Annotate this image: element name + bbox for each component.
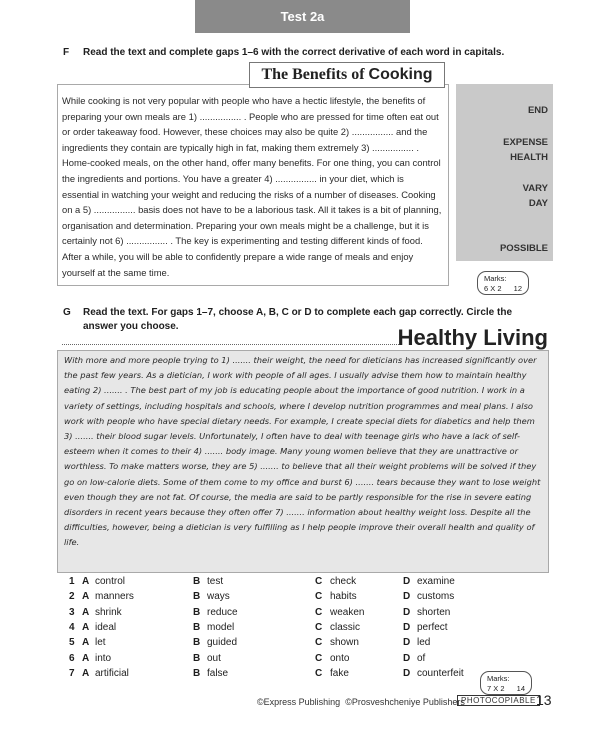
option-d[interactable]: perfect — [417, 621, 448, 633]
option-letter-b[interactable]: B — [193, 591, 201, 603]
option-number: 5 — [69, 637, 75, 649]
option-number: 7 — [69, 667, 75, 679]
option-row — [0, 653, 600, 668]
option-a[interactable]: artificial — [95, 667, 129, 679]
option-letter-d[interactable]: D — [403, 637, 411, 649]
option-b[interactable]: false — [207, 667, 229, 679]
word-health: HEALTH — [510, 152, 548, 163]
option-a[interactable]: ideal — [95, 621, 117, 633]
option-d[interactable]: examine — [417, 576, 455, 587]
option-row — [0, 576, 600, 591]
option-letter-c[interactable]: C — [315, 591, 323, 603]
title-f-bold: Cooking — [368, 66, 433, 83]
option-number: 2 — [69, 591, 75, 603]
page-number: 13 — [536, 692, 552, 708]
instruction-f-text: Read the text and complete gaps 1–6 with the correct derivative of each word in capitals. — [83, 47, 505, 58]
option-letter-d[interactable]: D — [403, 576, 411, 587]
word-expense: EXPENSE — [503, 137, 548, 148]
option-a[interactable]: let — [95, 637, 106, 649]
option-letter-a[interactable]: A — [82, 637, 90, 649]
marks-label: Marks: — [484, 274, 507, 283]
option-row — [0, 622, 600, 637]
option-b[interactable]: ways — [207, 591, 230, 603]
option-letter-c[interactable]: C — [315, 637, 323, 649]
word-day: DAY — [528, 198, 548, 209]
instruction-g-line2: answer you choose. — [83, 321, 179, 332]
option-d[interactable]: led — [417, 637, 431, 649]
marks-total: 12 — [513, 284, 522, 293]
option-b[interactable]: test — [207, 576, 224, 587]
option-a[interactable]: shrink — [95, 606, 122, 618]
marks-label: Marks: — [487, 674, 510, 683]
option-c[interactable]: onto — [330, 652, 350, 664]
marks-formula: 7 X 2 — [487, 684, 505, 693]
title-f-plain: The Benefits of — [261, 66, 369, 83]
marks-total: 14 — [516, 684, 525, 693]
option-row — [0, 637, 600, 652]
option-b[interactable]: model — [207, 621, 235, 633]
marks-formula: 6 X 2 — [484, 284, 502, 293]
option-number: 3 — [69, 606, 75, 618]
option-letter-a[interactable]: A — [82, 591, 90, 603]
option-letter-a[interactable]: A — [82, 606, 90, 618]
option-letter-d[interactable]: D — [403, 621, 411, 633]
test-title: Test 2a — [280, 9, 325, 24]
option-letter-c[interactable]: C — [315, 621, 323, 633]
option-letter-c[interactable]: C — [315, 652, 323, 664]
marks-box-f — [477, 271, 529, 295]
option-letter-d[interactable]: D — [403, 652, 411, 664]
option-d[interactable]: shorten — [417, 606, 451, 618]
publisher-express: ©Express Publishing — [257, 697, 341, 707]
option-letter-c[interactable]: C — [315, 667, 323, 679]
marks-box-g — [480, 671, 532, 695]
test-title-tab — [195, 0, 410, 33]
option-number: 1 — [69, 576, 75, 587]
option-a[interactable]: manners — [95, 591, 134, 603]
option-number: 6 — [69, 652, 75, 664]
option-number: 4 — [69, 621, 75, 633]
word-end: END — [527, 105, 548, 116]
option-c[interactable]: weaken — [330, 606, 365, 618]
title-healthy-living: Healthy Living — [397, 325, 548, 350]
option-letter-d[interactable]: D — [403, 591, 411, 603]
option-c[interactable]: shown — [330, 637, 359, 649]
word-vary: VARY — [522, 183, 548, 194]
option-b[interactable]: guided — [207, 637, 238, 649]
option-a[interactable]: control — [95, 576, 126, 587]
instruction-f — [63, 46, 504, 60]
option-letter-a[interactable]: A — [82, 667, 90, 679]
option-letter-d[interactable]: D — [403, 667, 411, 679]
option-c[interactable]: classic — [330, 621, 361, 633]
footer — [257, 696, 536, 707]
option-a[interactable]: into — [95, 652, 112, 664]
option-row — [0, 607, 600, 622]
option-b[interactable]: reduce — [207, 606, 238, 618]
section-letter-f: F — [63, 47, 70, 58]
text-g-body: With more and more people trying to 1) ....... their weight, the need for dieticians has increased significantly over the past few years. As a dietician, I work with people of all ages. I usually advise them how to maintain healthy eating 2) ....... . The best part of my job is educating people about the importance of good nutrition. I work in a variety of settings, including hospitals and schools, where I develop nutrition programmes and meal plans. I also work with people who have special dietary needs. For example, I create special diets for diabetics and help them 3) ....... their blood sugar levels. Unfortunately, I often have to deal with teenage girls who have a lack of self-esteem when it comes to their 4) ....... body image. Many young women believe that they are unattractive or worthless. To make matters worse, they are 5) ....... to believe that all their weight problems will be solved if they go on low-calorie diets. Some of them come to my office and burst 6) ....... tears because they want to lose weight even though they are not fat. Of course, the media are said to be partly responsible for the rise in severe eating disorders in recent years because they often offer 7) ....... information about healthy weight loss. Despite all the difficulties, however, being a dietician is very fulfilling as I help people improve their overall health and quality of life. — [64, 355, 541, 548]
title-benefits-of-cooking — [249, 62, 445, 88]
word-possible: POSSIBLE — [499, 243, 548, 254]
option-c[interactable]: check — [330, 576, 357, 587]
section-letter-g: G — [63, 307, 71, 318]
instruction-g-line1: Read the text. For gaps 1–7, choose A, B, C or D to complete each gap correctly. Circle the — [83, 307, 513, 318]
option-letter-b[interactable]: B — [193, 652, 201, 664]
option-letter-a[interactable]: A — [82, 576, 90, 587]
option-letter-a[interactable]: A — [82, 621, 90, 633]
option-c[interactable]: fake — [330, 667, 349, 679]
option-d[interactable]: counterfeit — [417, 667, 464, 679]
option-b[interactable]: out — [207, 652, 221, 664]
option-letter-b[interactable]: B — [193, 621, 201, 633]
text-f-body: While cooking is not very popular with people who have a hectic lifestyle, the benefits of preparing your own meals are 1) ................ . People who are pressed for time often eat out or order takeaway food. However, these choices may also be quite 2) ................ and the ingredients they contain are typically high in fat, making them extremely 3) ................ . Home-cooked meals, on the other hand, offer many benefits. For one thing, you can control the ingredients and portions. You have a greater 4) ................ in your diet, which is essential in watching your weight and reducing the risks of a number of diseases. Cooking on a 5) ................ basis does not have to be a laborious task. All it takes is a bit of planning, organisation and determination. Preparing your own meals might be a challenge, but it is certainly not 6) ................ . The key is experimenting and testing different kinds of food. After a while, you will be able to confidently prepare a wide range of meals and enjoy yourself at the same time. — [62, 95, 442, 278]
option-letter-b[interactable]: B — [193, 576, 201, 587]
option-c[interactable]: habits — [330, 591, 357, 603]
option-letter-b[interactable]: B — [193, 667, 201, 679]
option-letter-d[interactable]: D — [403, 606, 411, 618]
option-d[interactable]: of — [417, 652, 426, 664]
publisher-prosveshcheniye: ©Prosveshcheniye Publishers — [345, 697, 465, 707]
photocopiable-badge: PHOTOCOPIABLE — [457, 695, 540, 706]
option-letter-a[interactable]: A — [82, 652, 90, 664]
option-letter-c[interactable]: C — [315, 606, 323, 618]
option-letter-b[interactable]: B — [193, 637, 201, 649]
option-letter-b[interactable]: B — [193, 606, 201, 618]
title-dotted-rule — [62, 344, 399, 345]
option-row — [0, 591, 600, 606]
option-d[interactable]: customs — [417, 591, 455, 603]
option-letter-c[interactable]: C — [315, 576, 323, 587]
